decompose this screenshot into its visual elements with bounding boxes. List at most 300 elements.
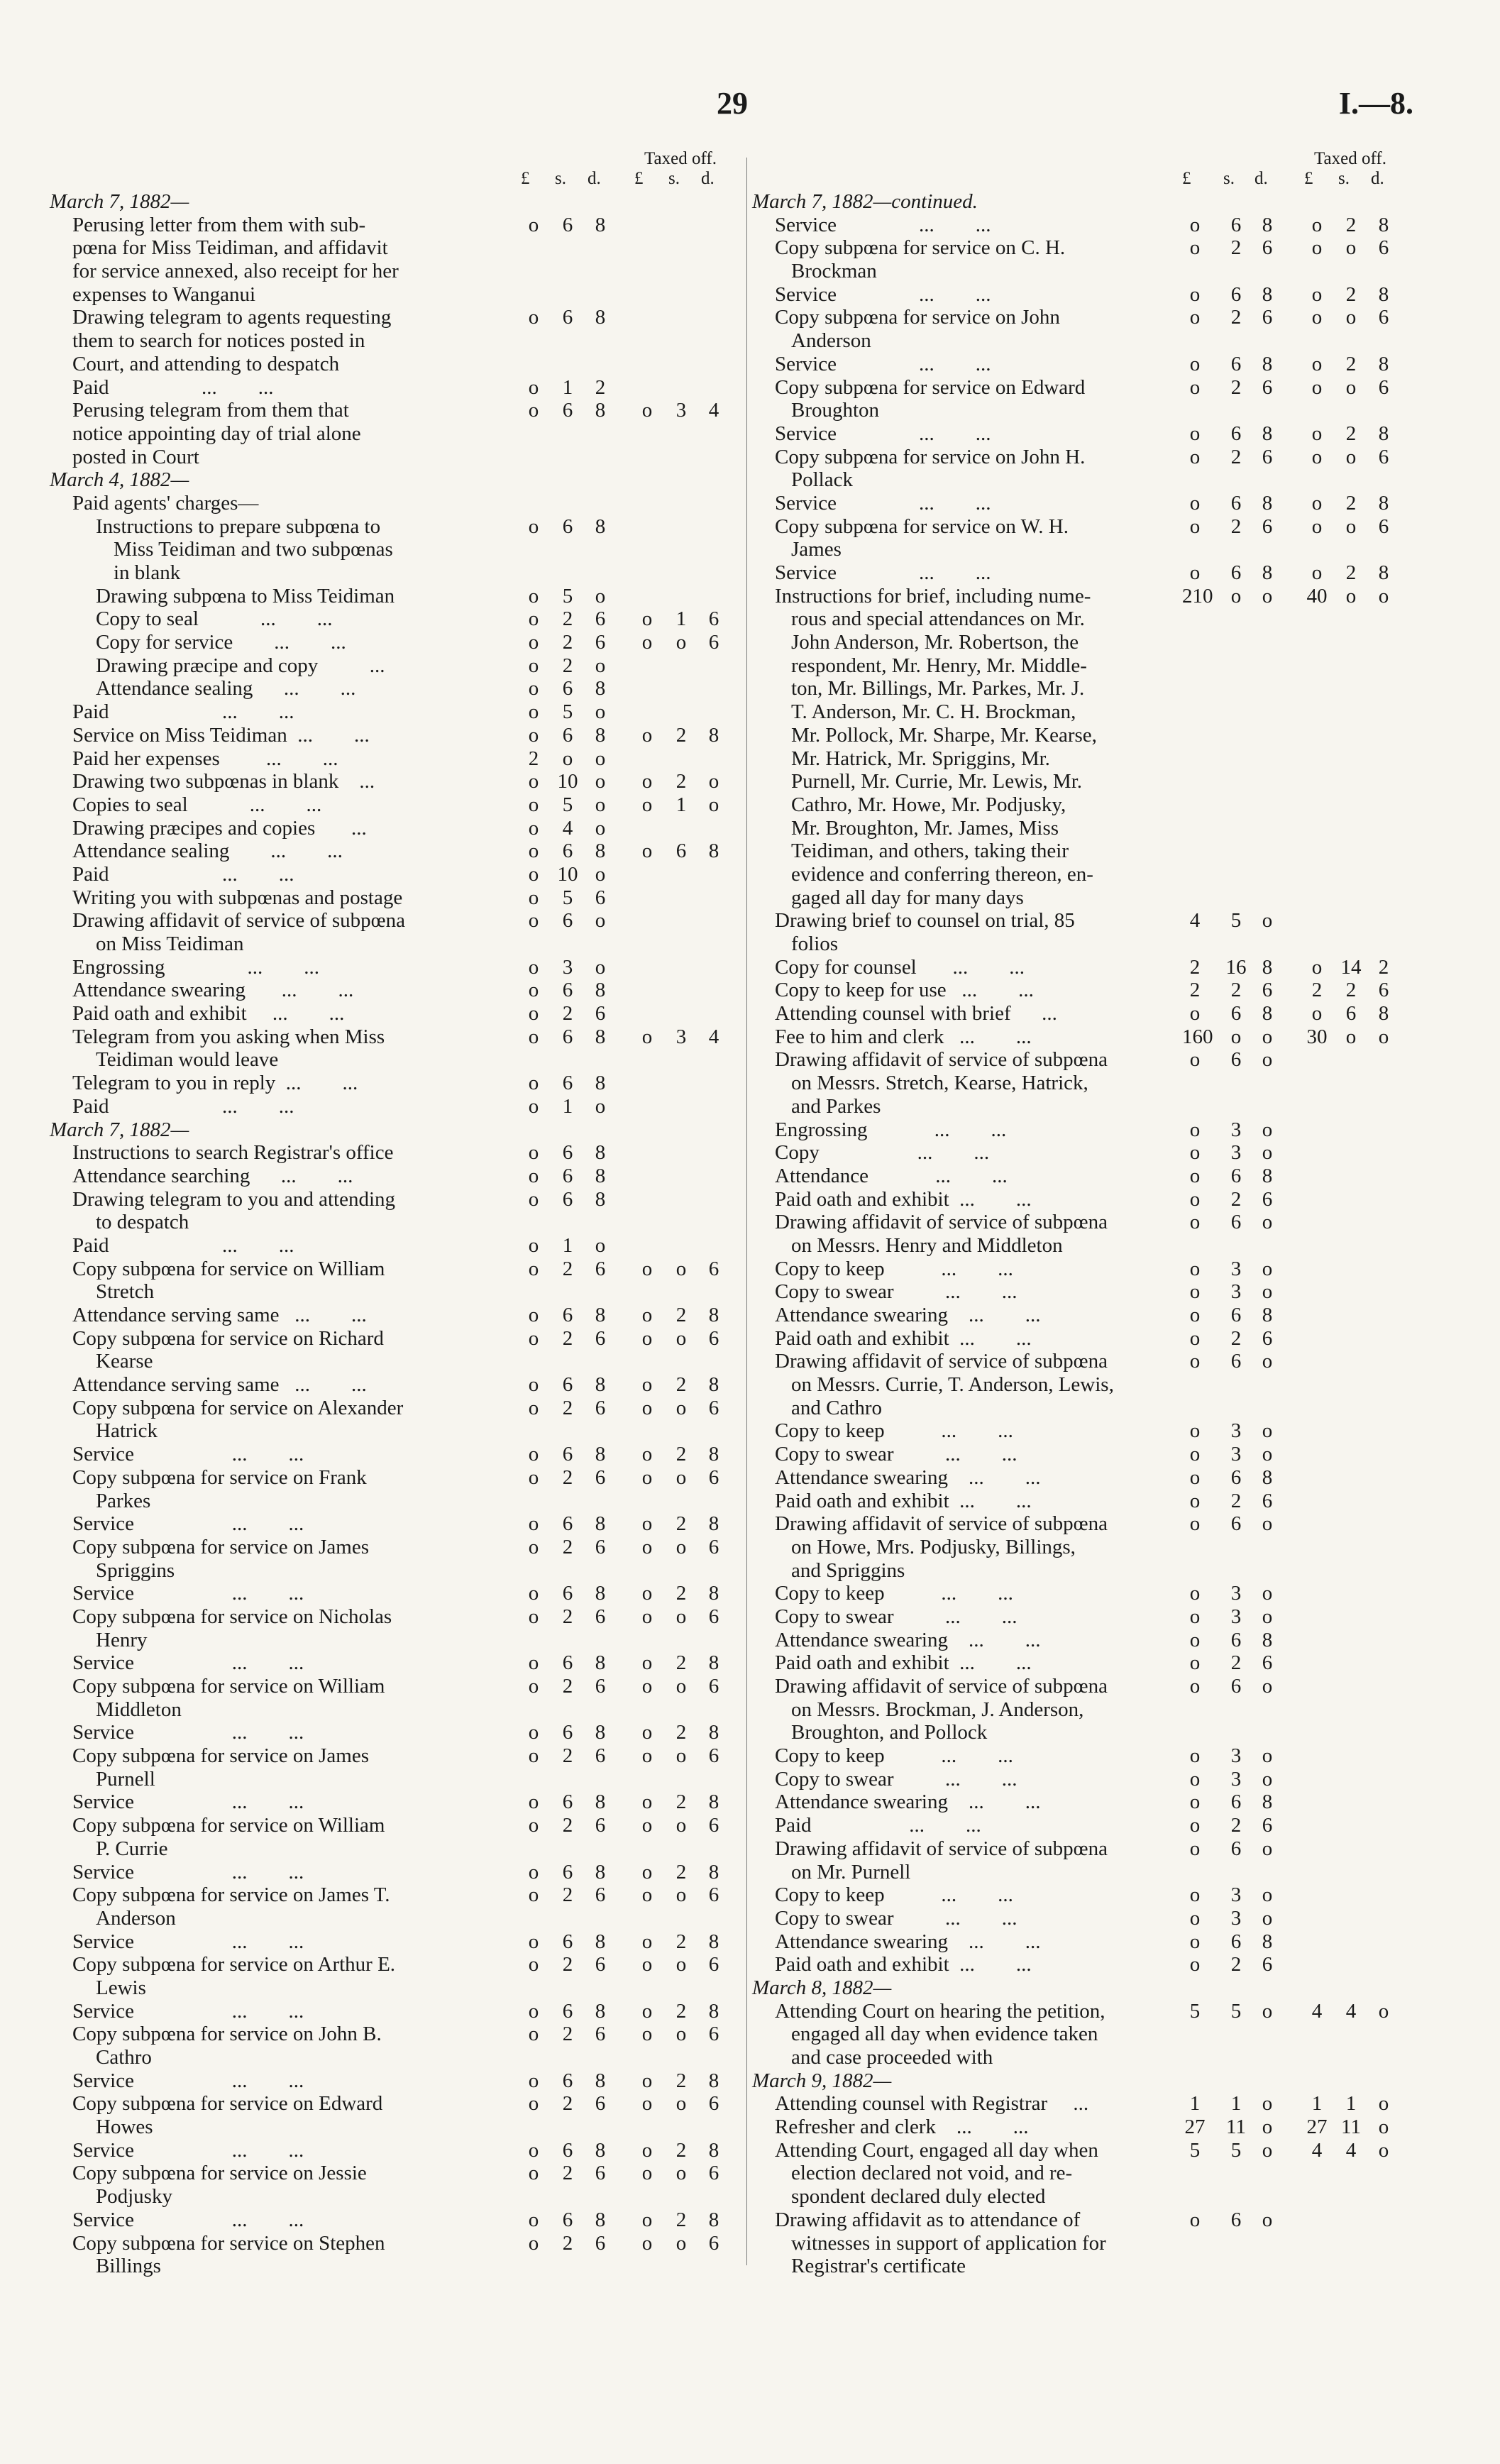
- entry-text: Drawing præcipe and copy ...: [96, 654, 385, 677]
- charged-pounds: 2: [528, 747, 539, 770]
- ledger-line: [50, 2255, 741, 2278]
- taxed-shillings: 2: [675, 1860, 687, 1883]
- ledger-line: [752, 1025, 1419, 1049]
- charged-pence: o: [595, 770, 606, 793]
- taxed-pence: 6: [708, 1953, 719, 1976]
- entry-text: election declared not void, and re-: [791, 2162, 1073, 2185]
- charged-pence: 8: [595, 1025, 606, 1048]
- charged-pounds: o: [1189, 2208, 1201, 2231]
- charged-pounds: o: [1189, 445, 1201, 468]
- charged-shillings: 6: [562, 1025, 573, 1048]
- charged-pence: o: [595, 584, 606, 607]
- charged-shillings: 1: [562, 375, 573, 399]
- taxed-pence: o: [1378, 1025, 1389, 1048]
- ledger-line: [752, 1373, 1419, 1397]
- taxed-shillings: o: [675, 1257, 687, 1280]
- entry-text: John Anderson, Mr. Robertson, the: [791, 631, 1079, 654]
- charged-pounds: o: [528, 1512, 539, 1536]
- charged-shillings: 6: [562, 909, 573, 933]
- entry-text: Copy subpœna for service on William: [72, 1257, 385, 1280]
- pounds-header: £: [521, 169, 530, 188]
- ledger-line: [752, 909, 1419, 933]
- ledger-line: [50, 2046, 741, 2069]
- taxed-pounds: o: [1311, 561, 1323, 584]
- entry-text: Paid oath and exhibit ... ...: [72, 1002, 345, 1025]
- charged-pence: 8: [595, 1304, 606, 1326]
- taxed-pounds: o: [1311, 422, 1323, 445]
- charged-shillings: 3: [1230, 1744, 1242, 1768]
- taxed-pounds: o: [641, 1860, 653, 1883]
- entry-text: Copy to keep for use ... ...: [775, 979, 1034, 1002]
- charged-pence: 2: [595, 375, 606, 399]
- charged-pounds: o: [528, 631, 539, 654]
- ledger-line: [752, 1883, 1419, 1907]
- entry-text: Drawing affidavit of service of subpœna: [775, 1675, 1108, 1698]
- taxed-shillings: 11: [1341, 2116, 1361, 2139]
- charged-pounds: o: [528, 1187, 539, 1211]
- ledger-line: [50, 376, 741, 400]
- charged-pence: o: [1262, 1767, 1273, 1791]
- taxed-pounds: o: [641, 1999, 653, 2023]
- taxed-shillings: 2: [675, 1791, 687, 1814]
- taxed-pounds: o: [641, 1373, 653, 1397]
- entry-text: on Messrs. Stretch, Kearse, Hatrick,: [791, 1072, 1088, 1095]
- taxed-pounds: o: [641, 840, 653, 863]
- entry-text: and Parkes: [791, 1094, 881, 1118]
- taxed-pounds-header: £: [1304, 169, 1313, 188]
- ledger-line: [50, 2069, 741, 2093]
- taxed-pounds: o: [1311, 491, 1323, 515]
- charged-shillings: 5: [1230, 2138, 1242, 2162]
- ledger-line: [50, 863, 741, 886]
- taxed-shillings-header: s.: [668, 169, 680, 188]
- charged-pounds: o: [1189, 213, 1201, 236]
- charged-shillings: 6: [562, 1187, 573, 1211]
- charged-pence: 8: [595, 1721, 606, 1744]
- ledger-line: [752, 1165, 1419, 1188]
- ledger-line: [752, 886, 1419, 910]
- taxed-shillings: 2: [675, 2069, 687, 2092]
- charged-shillings: 6: [1230, 561, 1242, 584]
- charged-pence: 8: [595, 2069, 606, 2092]
- ledger-line: [752, 2116, 1419, 2139]
- ledger-line: [50, 1791, 741, 1814]
- taxed-pounds: o: [641, 1443, 653, 1466]
- taxed-pounds: o: [641, 1930, 653, 1953]
- taxed-off-label: Taxed off.: [644, 149, 717, 168]
- entry-text: Drawing præcipes and copies ...: [72, 816, 367, 840]
- ledger-line: [752, 1953, 1419, 1976]
- charged-pounds: o: [528, 700, 539, 724]
- entry-text: Paid oath and exhibit ... ...: [775, 1187, 1032, 1211]
- ledger-line: [50, 1419, 741, 1443]
- taxed-pounds: o: [641, 631, 653, 654]
- charged-shillings: 6: [562, 1304, 573, 1326]
- charged-pence: o: [595, 909, 606, 933]
- charged-pounds: o: [1189, 1419, 1201, 1443]
- ledger-line: [752, 1675, 1419, 1698]
- charged-pounds: o: [528, 2069, 539, 2092]
- taxed-shillings: o: [675, 2231, 687, 2255]
- taxed-pence-header: d.: [701, 169, 715, 188]
- ledger-line: [50, 1976, 741, 2000]
- taxed-shillings: o: [1345, 375, 1357, 399]
- entry-text: Copy to swear ... ...: [775, 1906, 1018, 1930]
- charged-pounds: o: [528, 375, 539, 399]
- charged-shillings: 2: [1230, 1953, 1242, 1976]
- entry-text: Drawing affidavit of service of subpœna: [775, 1211, 1108, 1234]
- charged-pence: 8: [595, 1860, 606, 1883]
- charged-pounds: o: [528, 1605, 539, 1628]
- taxed-pence: 8: [708, 2138, 719, 2162]
- ledger-line: [752, 1629, 1419, 1652]
- taxed-pence: 6: [708, 1744, 719, 1768]
- charged-pence: 8: [595, 213, 606, 236]
- entry-text: Spriggins: [96, 1558, 175, 1582]
- charged-shillings: 3: [1230, 1582, 1242, 1605]
- ledger-line: [50, 1512, 741, 1536]
- ledger-line: [752, 1512, 1419, 1536]
- taxed-pence: o: [1378, 1999, 1389, 2023]
- entry-text: Copy subpœna for service on William: [72, 1814, 385, 1837]
- entry-text: Copy subpœna for service on James T.: [72, 1883, 390, 1907]
- taxed-pounds: o: [641, 2231, 653, 2255]
- ledger-line: [50, 515, 741, 539]
- charged-pence: o: [1262, 1443, 1273, 1466]
- entry-text: Service ... ...: [72, 1791, 304, 1814]
- charged-shillings: 5: [1230, 1999, 1242, 2023]
- taxed-pounds: o: [641, 1953, 653, 1976]
- charged-shillings: 6: [562, 1072, 573, 1095]
- charged-shillings: 2: [1230, 236, 1242, 260]
- entry-text: Cathro: [96, 2046, 152, 2069]
- charged-pence: o: [1262, 1048, 1273, 1072]
- charged-pence: 6: [595, 2162, 606, 2185]
- charged-pence: 8: [595, 1373, 606, 1397]
- charged-pence: 6: [595, 1953, 606, 1976]
- taxed-pounds: 27: [1306, 2116, 1328, 2139]
- ledger-line: [50, 561, 741, 585]
- taxed-shillings: 2: [1345, 213, 1357, 236]
- charged-shillings: 6: [562, 1141, 573, 1165]
- charged-shillings: 6: [1230, 1304, 1242, 1326]
- charged-pounds: o: [528, 1930, 539, 1953]
- charged-pence: o: [595, 654, 606, 677]
- taxed-pounds: o: [641, 793, 653, 816]
- charged-pence: o: [595, 816, 606, 840]
- taxed-pence: 6: [708, 1605, 719, 1628]
- entry-text: gaged all day for many days: [791, 886, 1024, 909]
- charged-pounds: o: [528, 2023, 539, 2046]
- entry-text: Paid ... ...: [775, 1814, 981, 1837]
- taxed-pounds: 4: [1311, 2138, 1323, 2162]
- ledger-line: [752, 2162, 1419, 2185]
- ledger-line: [752, 260, 1419, 283]
- charged-pounds: o: [528, 816, 539, 840]
- ledger-line: [50, 886, 741, 910]
- ledger-line: [752, 1861, 1419, 1884]
- charged-pounds: o: [528, 1999, 539, 2023]
- taxed-shillings: o: [675, 1326, 687, 1350]
- ledger-line: [752, 1907, 1419, 1930]
- entry-text: Service ... ...: [72, 1582, 304, 1605]
- taxed-pence: 8: [708, 1651, 719, 1675]
- taxed-shillings: 2: [675, 1512, 687, 1536]
- charged-shillings: 6: [562, 2138, 573, 2162]
- charged-shillings: 2: [1230, 515, 1242, 538]
- charged-pence: o: [1262, 1582, 1273, 1605]
- charged-pounds: o: [1189, 1930, 1201, 1953]
- charged-pence: 8: [1262, 1164, 1273, 1187]
- entry-text: Drawing affidavit of service of subpœna: [775, 1837, 1108, 1860]
- date-heading: [50, 468, 741, 492]
- entry-text: on Howe, Mrs. Podjusky, Billings,: [791, 1535, 1076, 1558]
- charged-shillings: 2: [562, 1465, 573, 1489]
- charged-pence: 8: [1262, 352, 1273, 375]
- date-heading: [50, 190, 741, 214]
- entry-text: Drawing affidavit of service of subpœna: [775, 1048, 1108, 1072]
- charged-shillings: 6: [562, 1443, 573, 1466]
- charged-pence: 8: [1262, 1002, 1273, 1025]
- page-number: 29: [717, 86, 748, 121]
- ledger-line: [752, 1651, 1419, 1675]
- taxed-pounds: o: [641, 1814, 653, 1837]
- taxed-shillings: 3: [675, 399, 687, 422]
- charged-pounds: o: [528, 1257, 539, 1280]
- ledger-line: [50, 933, 741, 956]
- ledger-line: [752, 585, 1419, 608]
- taxed-pounds: o: [641, 1396, 653, 1419]
- entry-text: Copy subpœna for service on Richard: [72, 1326, 384, 1350]
- entry-text: Copy subpœna for service on William: [72, 1675, 385, 1698]
- taxed-pence: 8: [1378, 213, 1389, 236]
- ledger-line: [50, 979, 741, 1002]
- entry-text: Copy ... ...: [775, 1141, 990, 1165]
- taxed-pounds: o: [641, 770, 653, 793]
- entry-text: Copy subpœna for service on Frank: [72, 1465, 367, 1489]
- taxed-pounds: o: [641, 1582, 653, 1605]
- entry-text: Mr. Broughton, Mr. James, Miss: [791, 816, 1059, 840]
- entry-text: Telegram from you asking when Miss: [72, 1025, 385, 1048]
- entry-text: Podjusky: [96, 2185, 172, 2209]
- charged-pence: o: [1262, 1211, 1273, 1234]
- taxed-shillings: o: [1345, 584, 1357, 607]
- entry-text: respondent, Mr. Henry, Mr. Middle-: [791, 654, 1087, 677]
- ledger-line: [50, 1234, 741, 1258]
- charged-pounds: o: [1189, 1326, 1201, 1350]
- entry-text: Perusing telegram from them that: [72, 399, 349, 422]
- ledger-line: [50, 747, 741, 771]
- taxed-pounds: o: [1311, 1002, 1323, 1025]
- charged-shillings: 6: [562, 1791, 573, 1814]
- charged-shillings: 2: [1230, 1187, 1242, 1211]
- ledger-line: [50, 840, 741, 863]
- entry-text: on Messrs. Brockman, J. Anderson,: [791, 1698, 1084, 1721]
- taxed-pounds: o: [641, 1744, 653, 1768]
- charged-pounds: o: [528, 1883, 539, 1907]
- entry-text: Copy subpœna for service on John H.: [775, 445, 1086, 468]
- charged-pounds: o: [528, 1141, 539, 1165]
- charged-pounds: o: [1189, 1048, 1201, 1072]
- ledger-line: [50, 1141, 741, 1165]
- entry-text: Paid ... ...: [72, 862, 294, 886]
- charged-pence: o: [1262, 1837, 1273, 1860]
- charged-pounds: o: [528, 770, 539, 793]
- charged-pounds: o: [528, 1814, 539, 1837]
- entry-text: Teidiman would leave: [96, 1048, 279, 1072]
- charged-pounds: o: [528, 654, 539, 677]
- taxed-shillings: 1: [675, 793, 687, 816]
- charged-shillings: 6: [562, 1999, 573, 2023]
- charged-pounds: o: [528, 2138, 539, 2162]
- charged-shillings: 2: [562, 1744, 573, 1768]
- taxed-pence: 6: [1378, 445, 1389, 468]
- entry-text: Copy for counsel ... ...: [775, 955, 1025, 979]
- ledger-line: [752, 793, 1419, 817]
- charged-shillings: o: [1230, 584, 1242, 607]
- ledger-line: [752, 1536, 1419, 1559]
- entry-text: Engrossing ... ...: [72, 955, 319, 979]
- entry-text: Billings: [96, 2255, 161, 2278]
- ledger-line: [752, 654, 1419, 678]
- entry-text: Drawing subpœna to Miss Teidiman: [96, 584, 395, 607]
- ledger-line: [752, 933, 1419, 956]
- ledger-line: [50, 1744, 741, 1768]
- charged-pence: 8: [595, 1791, 606, 1814]
- taxed-shillings: 1: [675, 607, 687, 631]
- charged-pounds: o: [1189, 1443, 1201, 1466]
- ledger-line: [752, 306, 1419, 329]
- charged-pence: 8: [1262, 955, 1273, 979]
- charged-shillings: 6: [1230, 1002, 1242, 1025]
- taxed-shillings-header: s.: [1338, 169, 1350, 188]
- ledger-line: [50, 1443, 741, 1466]
- charged-shillings: 6: [1230, 282, 1242, 306]
- ledger-line: [752, 1397, 1419, 1420]
- entry-text: ton, Mr. Billings, Mr. Parkes, Mr. J.: [791, 677, 1085, 700]
- ledger-line: [50, 353, 741, 376]
- charged-pounds: o: [528, 515, 539, 538]
- ledger-line: [752, 1837, 1419, 1861]
- charged-shillings: 6: [562, 1512, 573, 1536]
- ledger-line: [752, 422, 1419, 446]
- entry-text: Copy subpœna for service on Alexander: [72, 1396, 404, 1419]
- charged-pounds: o: [1189, 1187, 1201, 1211]
- entry-text: Mr. Pollock, Mr. Sharpe, Mr. Kearse,: [791, 723, 1097, 747]
- taxed-shillings: 2: [675, 2138, 687, 2162]
- ledger-line: [50, 2232, 741, 2255]
- taxed-pounds: o: [641, 2208, 653, 2231]
- entry-text: Service ... ...: [72, 1930, 304, 1953]
- charged-pounds: o: [1189, 1489, 1201, 1512]
- charged-pounds: o: [1189, 1837, 1201, 1860]
- entry-text: Attending Court on hearing the petition,: [775, 1999, 1105, 2023]
- charged-pounds: o: [528, 1002, 539, 1025]
- charged-pence: 6: [1262, 1187, 1273, 1211]
- charged-pence: o: [1262, 1999, 1273, 2023]
- charged-shillings: 3: [1230, 1883, 1242, 1907]
- charged-pounds: o: [528, 1465, 539, 1489]
- taxed-shillings: o: [675, 2092, 687, 2116]
- entry-text: Service ... ...: [775, 561, 991, 584]
- entry-text: Attendance serving same ... ...: [72, 1373, 367, 1397]
- charged-pounds: o: [1189, 1002, 1201, 1025]
- entry-text: Drawing telegram to agents requesting: [72, 306, 392, 329]
- charged-shillings: 6: [1230, 213, 1242, 236]
- ledger-line: [50, 956, 741, 979]
- entry-text: Howes: [96, 2116, 153, 2139]
- charged-shillings: 6: [562, 1930, 573, 1953]
- charged-shillings: 2: [562, 1883, 573, 1907]
- ledger-line: [752, 1002, 1419, 1025]
- entry-text: Broughton: [791, 399, 880, 422]
- entry-text: Writing you with subpœnas and postage: [72, 886, 403, 909]
- charged-pence: 8: [595, 399, 606, 422]
- charged-pounds: o: [1189, 422, 1201, 445]
- left-entries: [50, 190, 741, 2278]
- taxed-pence: 8: [708, 1930, 719, 1953]
- right-entries: [752, 190, 1419, 2278]
- ledger-line: [50, 1814, 741, 1837]
- ledger-line: [752, 376, 1419, 400]
- charged-pence: o: [1262, 1257, 1273, 1280]
- entry-text: Service ... ...: [775, 352, 991, 375]
- charged-pounds: o: [1189, 1164, 1201, 1187]
- taxed-pounds: o: [641, 399, 653, 422]
- entry-text: for service annexed, also receipt for her: [72, 260, 399, 283]
- entry-text: March 4, 1882—: [50, 468, 189, 492]
- entry-text: Service ... ...: [72, 2208, 304, 2231]
- ledger-line: [752, 2023, 1419, 2046]
- charged-pounds: o: [528, 1744, 539, 1768]
- entry-text: Drawing affidavit of service of subpœna: [72, 909, 405, 933]
- charged-pounds: 1: [1189, 2092, 1201, 2116]
- charged-shillings: 6: [562, 515, 573, 538]
- charged-pence: 6: [1262, 515, 1273, 538]
- charged-shillings: 6: [1230, 1465, 1242, 1489]
- entry-text: them to search for notices posted in: [72, 329, 365, 353]
- ledger-line: [752, 1048, 1419, 1072]
- entry-text: Attendance searching ... ...: [72, 1164, 353, 1187]
- entry-text: Teidiman, and others, taking their: [791, 840, 1069, 863]
- ledger-line: [752, 747, 1419, 771]
- charged-pence: 6: [595, 2231, 606, 2255]
- entry-text: Henry: [96, 1628, 148, 1651]
- charged-shillings: 6: [562, 723, 573, 747]
- charged-shillings: 3: [1230, 1443, 1242, 1466]
- entry-text: Service ... ...: [72, 1999, 304, 2023]
- charged-pounds: 2: [1189, 979, 1201, 1002]
- charged-shillings: 6: [1230, 491, 1242, 515]
- charged-shillings: 6: [1230, 1164, 1242, 1187]
- charged-pence: 8: [595, 1187, 606, 1211]
- charged-pence: 6: [595, 1535, 606, 1558]
- ledger-line: [752, 1490, 1419, 1513]
- ledger-line: [50, 492, 741, 515]
- charged-pounds: o: [1189, 352, 1201, 375]
- charged-pence: 6: [595, 1465, 606, 1489]
- pence-header: d.: [1254, 169, 1268, 188]
- ledger-line: [752, 1280, 1419, 1304]
- charged-pence: 6: [595, 1744, 606, 1768]
- charged-shillings: 1: [1230, 2092, 1242, 2116]
- ledger-line: [752, 538, 1419, 561]
- ledger-line: [50, 399, 741, 422]
- taxed-pounds: o: [1311, 213, 1323, 236]
- charged-pence: 6: [595, 886, 606, 909]
- entry-text: in blank: [114, 561, 181, 584]
- date-heading: [752, 2069, 1419, 2093]
